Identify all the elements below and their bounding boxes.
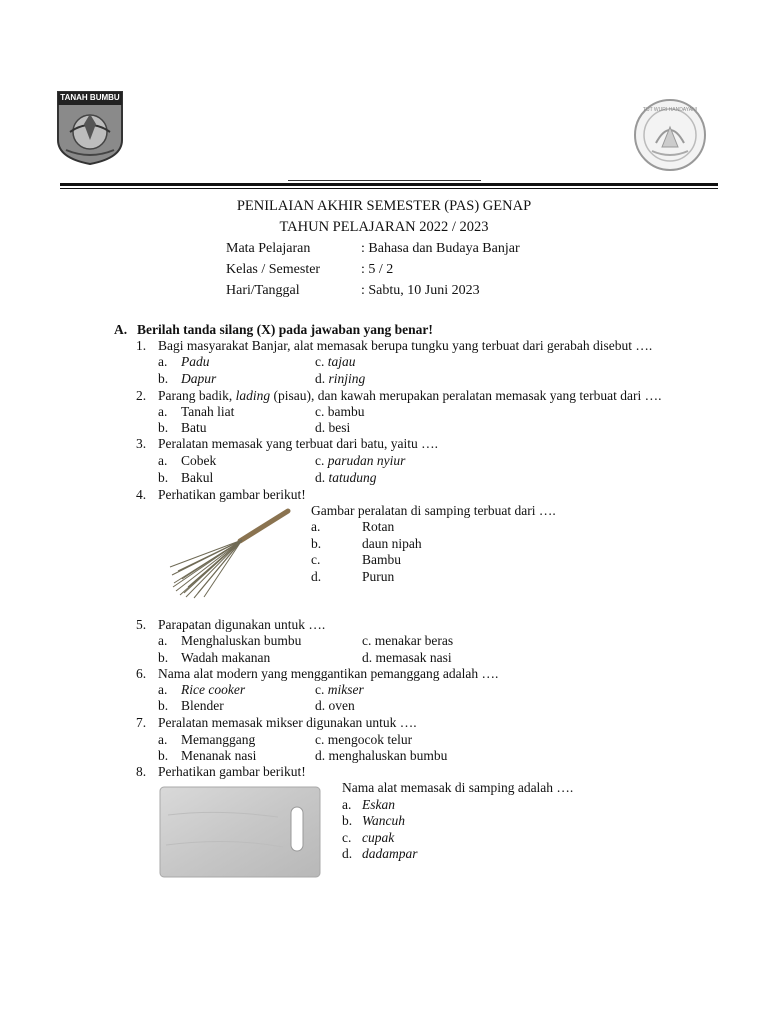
option-c: c. mengocok telur bbox=[315, 732, 413, 747]
option-letter: a. bbox=[158, 682, 168, 697]
option-d: dadampar bbox=[362, 846, 418, 861]
option-b: Wadah makanan bbox=[181, 650, 271, 665]
option-d: d. memasak nasi bbox=[362, 650, 452, 665]
info-label-date: Hari/Tanggal bbox=[226, 283, 300, 298]
option-letter: b. bbox=[342, 813, 353, 828]
option-a: Cobek bbox=[181, 453, 217, 468]
option-letter: a. bbox=[158, 453, 168, 468]
option-letter: a. bbox=[158, 633, 168, 648]
question-text: Peralatan memasak mikser digunakan untuk …. bbox=[158, 715, 417, 730]
header-thick-rule bbox=[60, 183, 718, 186]
option-letter: b. bbox=[158, 748, 169, 763]
option-c: c. bambu bbox=[315, 404, 365, 419]
question-text-part: (pisau), dan kawah merupakan peralatan memasak yang terbuat dari …. bbox=[270, 388, 662, 403]
option-c: cupak bbox=[362, 830, 395, 845]
option-c: c. mikser bbox=[315, 682, 364, 697]
question-text: Bagi masyarakat Banjar, alat memasak berupa tungku yang terbuat dari gerabah disebut …. bbox=[158, 338, 653, 353]
option-c: Bambu bbox=[362, 552, 401, 567]
option-d: d. tatudung bbox=[315, 470, 377, 485]
option-c: c. menakar beras bbox=[362, 633, 454, 648]
option-d: d. menghaluskan bumbu bbox=[315, 748, 448, 763]
option-letter: b. bbox=[158, 650, 169, 665]
cutting-board-image bbox=[158, 785, 322, 879]
option-a: Rotan bbox=[362, 519, 395, 534]
header-thin-rule bbox=[60, 188, 718, 189]
option-letter: a. bbox=[158, 404, 168, 419]
option-b: Dapur bbox=[181, 371, 217, 386]
option-letter: a. bbox=[158, 354, 168, 369]
option-b: daun nipah bbox=[362, 536, 422, 551]
option-d: d. rinjing bbox=[315, 371, 366, 386]
option-letter: d. bbox=[342, 846, 353, 861]
tut-wuri-handayani-text: TUT WURI HANDAYANI bbox=[642, 107, 698, 113]
header-short-line bbox=[288, 180, 481, 181]
section-marker: A. bbox=[114, 322, 128, 337]
question-number: 4. bbox=[136, 487, 147, 502]
question-text-italic: lading bbox=[235, 388, 271, 403]
option-b: Batu bbox=[181, 420, 207, 435]
info-label-subject: Mata Pelajaran bbox=[226, 241, 311, 256]
question-number: 6. bbox=[136, 666, 147, 681]
option-letter: b. bbox=[158, 420, 169, 435]
question-text: Parapatan digunakan untuk …. bbox=[158, 617, 326, 632]
broom-image bbox=[168, 505, 293, 600]
question-text: Peralatan memasak yang terbuat dari batu, yaitu …. bbox=[158, 436, 439, 451]
option-a: Eskan bbox=[362, 797, 395, 812]
option-letter: c. bbox=[311, 552, 321, 567]
section-instruction: Berilah tanda silang (X) pada jawaban yang benar! bbox=[137, 322, 433, 337]
option-c: c. parudan nyiur bbox=[315, 453, 406, 468]
option-letter: b. bbox=[158, 698, 169, 713]
academic-year: TAHUN PELAJARAN 2022 / 2023 bbox=[279, 219, 489, 235]
option-d: d. oven bbox=[315, 698, 355, 713]
regional-logo-text: TANAH BUMBU bbox=[60, 93, 120, 102]
option-a: Menghaluskan bumbu bbox=[181, 633, 302, 648]
question-number: 5. bbox=[136, 617, 147, 632]
option-b: Bakul bbox=[181, 470, 214, 485]
question-text bbox=[158, 387, 661, 404]
option-letter: b. bbox=[158, 470, 169, 485]
option-a: Rice cooker bbox=[181, 682, 246, 697]
option-letter: b. bbox=[311, 536, 322, 551]
question-number: 3. bbox=[136, 436, 147, 451]
info-value-date: : Sabtu, 10 Juni 2023 bbox=[361, 283, 480, 298]
option-b: Wancuh bbox=[362, 813, 405, 828]
question-number: 8. bbox=[136, 764, 147, 779]
option-b: Menanak nasi bbox=[181, 748, 257, 763]
option-a: Memanggang bbox=[181, 732, 256, 747]
question-number: 1. bbox=[136, 338, 147, 353]
exam-title: PENILAIAN AKHIR SEMESTER (PAS) GENAP bbox=[236, 198, 532, 214]
option-letter: a. bbox=[342, 797, 352, 812]
side-question: Gambar peralatan di samping terbuat dari …. bbox=[311, 503, 556, 518]
question-text: Nama alat modern yang menggantikan pemanggang adalah …. bbox=[158, 666, 499, 681]
info-label-class: Kelas / Semester bbox=[226, 262, 321, 277]
option-letter: a. bbox=[158, 732, 168, 747]
info-value-subject: : Bahasa dan Budaya Banjar bbox=[361, 241, 520, 256]
option-b: Blender bbox=[181, 698, 224, 713]
option-c: c. tajau bbox=[315, 354, 356, 369]
question-text: Perhatikan gambar berikut! bbox=[158, 764, 306, 779]
option-d: d. besi bbox=[315, 420, 351, 435]
option-a: Tanah liat bbox=[181, 404, 235, 419]
option-d: Purun bbox=[362, 569, 395, 584]
question-text: Perhatikan gambar berikut! bbox=[158, 487, 306, 502]
question-text-part: Parang badik, bbox=[158, 388, 236, 403]
option-letter: b. bbox=[158, 371, 169, 386]
side-question: Nama alat memasak di samping adalah …. bbox=[342, 780, 574, 795]
option-letter: d. bbox=[311, 569, 322, 584]
option-letter: a. bbox=[311, 519, 321, 534]
question-number: 7. bbox=[136, 715, 147, 730]
option-letter: c. bbox=[342, 830, 352, 845]
info-value-class: : 5 / 2 bbox=[361, 262, 394, 277]
option-a: Padu bbox=[181, 354, 210, 369]
question-number: 2. bbox=[136, 388, 147, 403]
